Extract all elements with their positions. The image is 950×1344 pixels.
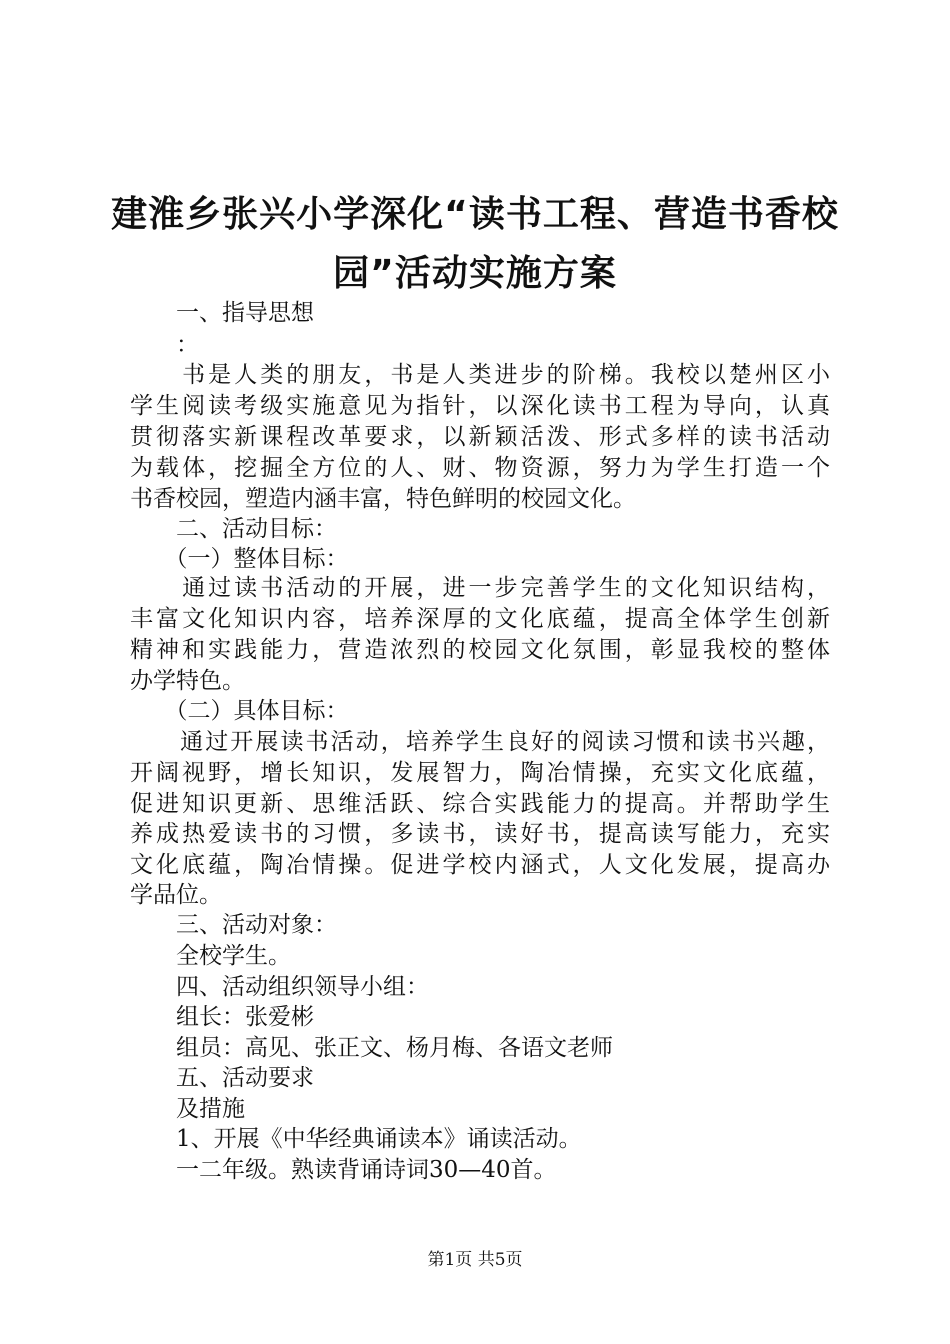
heading-leadership-group: 四、活动组织领导小组： [130,974,429,1000]
text-line: 书是人类的朋友，书是人类进步的阶梯。我校以楚州区小 [130,362,830,388]
text-line: 组员：高见、张正文、杨月梅、各语文老师 [130,1035,613,1061]
text-line: 组长：张爱彬 [130,1004,314,1030]
subheading-specific-goal: （二）具体目标： [130,698,349,724]
heading-requirements: 五、活动要求 [130,1065,314,1091]
text-line: 促进知识更新、思维活跃、综合实践能力的提高。并帮助学生 [130,791,830,817]
text-line: 通过读书活动的开展，进一步完善学生的文化知识结构， [130,575,830,601]
title-line-2: 园”活动实施方案 [333,253,617,294]
text-line: 办学特色。 [130,668,245,694]
text-line: 养成热爱读书的习惯，多读书，读好书，提高读写能力，充实 [130,821,830,847]
text-line: 精神和实践能力，营造浓烈的校园文化氛围，彰显我校的整体 [130,637,830,663]
title-line-1: 建淮乡张兴小学深化“读书工程、营造书香校 [111,194,839,235]
text-line: 为载体，挖掘全方位的人、财、物资源，努力为学生打造一个 [130,455,830,481]
text-line: 贯彻落实新课程改革要求，以新颖活泼、形式多样的读书活动 [130,424,830,450]
heading-activity-goals: 二、活动目标： [130,516,337,542]
text-line: 学生阅读考级实施意见为指针，以深化读书工程为导向，认真 [130,393,830,419]
page-footer: 第1页 共5页 [427,1250,523,1270]
heading-guiding-thought: 一、指导思想 [130,300,314,326]
text-line: 通过开展读书活动，培养学生良好的阅读习惯和读书兴趣， [130,729,830,755]
text-line: 书香校园，塑造内涵丰富，特色鲜明的校园文化。 [130,486,636,512]
text-line: 及措施 [130,1096,245,1122]
text-line: 丰富文化知识内容，培养深厚的文化底蕴，提高全体学生创新 [130,606,830,632]
text-line: ： [130,332,199,358]
heading-activity-target: 三、活动对象： [130,912,337,938]
text-line: 全校学生。 [130,943,291,969]
subheading-overall-goal: （一）整体目标： [130,546,349,572]
text-line: 1、开展《中华经典诵读本》诵读活动。 [130,1126,582,1152]
text-line: 开阔视野，增长知识，发展智力，陶冶情操，充实文化底蕴， [130,760,830,786]
text-line: 文化底蕴，陶冶情操。促进学校内涵式，人文化发展，提高办 [130,852,830,878]
text-line: 学品位。 [130,882,222,908]
text-line: 一二年级。熟读背诵诗词30—40首。 [130,1157,557,1183]
